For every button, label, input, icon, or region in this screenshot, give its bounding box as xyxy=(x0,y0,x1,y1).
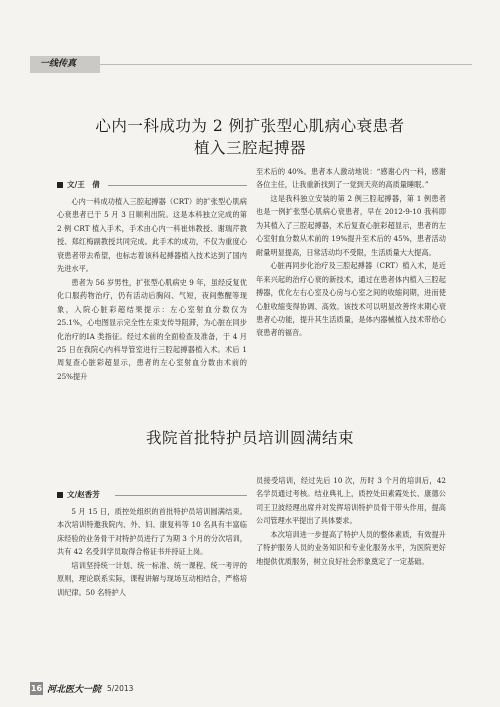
article1-paragraph: 心脏再同步化治疗及三腔起搏器（CRT）植入术，是近年来兴起的治疗心衰的新技术，通过在患者体内植入三腔起搏器，优化左右心室及心房与心室之间的收缩间期，进而使心脏收缩变得协调、高效。该技术可以明显改善终末期心衰患者心功能，提升其生活质量，是体内器械植入技术带给心衰患者的福音。 xyxy=(256,261,446,338)
article2-paragraph: 本次培训进一步提高了特护人员的整体素质，有效提升了特护服务人员的业务知识和专业化服务水平，为医院更好地提供优质服务，树立良好社会形象奠定了一定基础。 xyxy=(256,529,446,566)
byline-marker-icon xyxy=(57,492,63,498)
article1-paragraph: 至术后的 40%。患者本人激动地说：“感谢心内一科，感谢各位主任，让我重新找到了一觉到天亮的高质量睡眠。” xyxy=(256,167,446,190)
article2-paragraph: 员接受培训，经过先后 10 次，历时 3 个月的培训后，42 名学员通过考核。结业典礼上，质控处田素霞处长、康德公司王卫波经理出席并对发挥培训特护员骨干带头作用，提高公司管理水平提出了具体要求。 xyxy=(256,476,446,526)
article1-paragraph: 心内一科成功植入三腔起搏器（CRT）的扩张型心肌病心衰患者已于 5 月 3 日顺利出院。这是本科独立完成的第 2 例 CRT 植入手术，手术由心内一科崔炜教授、谢瑞芹教授、郑红梅副教授共同完成。此手术的成功，不仅为重度心衰患者带去希望，也标志着该科起搏器植入技术达到了国内先进水平。 xyxy=(57,197,247,274)
section-divider xyxy=(100,64,472,65)
section-tag: 一线传真 xyxy=(30,56,100,73)
article1-paragraph: 这是我科独立安装的第 2 例三腔起搏器，第 1 例患者也是一例扩张型心肌病心衰患者，早在 2012-9-10 我科即为其植入了三腔起搏器，术后复查心脏彩超显示，患者的左心室射血分数从术前的 19%提升至术后的 45%，患者活动耐量明显提高，日常活动均不受限，生活质量大大提高。 xyxy=(256,193,446,257)
article2-paragraph: 培训坚持统一计划、统一标准、统一课程、统一考评的原则，理论联系实际，课程讲解与现场互动相结合，严格培训纪律。50 名特护人 xyxy=(57,560,247,597)
article2-byline-rule xyxy=(115,495,247,496)
issue-number: 5/2013 xyxy=(107,683,134,693)
article1-left-column xyxy=(57,178,247,383)
article2-author: 文/赵香芳 xyxy=(67,489,100,499)
journal-name: 河北医大一院 xyxy=(47,684,102,695)
article2-left-column xyxy=(57,488,247,599)
article1-right-column xyxy=(256,165,446,340)
article2-paragraph: 5 月 15 日，质控处组织的首批特护员培训圆满结束。本次培训特邀我院内、外、妇、康复科等 10 名具有丰富临床经验的业务骨干对特护员进行了为期 3 个月的分次培训，共有 42 名受训学员取得合格证书并持证上岗。 xyxy=(57,507,247,557)
page-footer xyxy=(30,681,133,695)
article1-byline-rule xyxy=(108,185,247,186)
article1-title-line2: 植入三腔起搏器 xyxy=(193,139,306,157)
article1-title xyxy=(60,115,440,159)
article1-author: 文/王 倩 xyxy=(67,179,100,189)
article2-title: 我院首批特护员培训圆满结束 xyxy=(145,429,354,447)
page-number: 16 xyxy=(30,683,43,693)
article2-right-column xyxy=(256,474,446,568)
byline-marker-icon xyxy=(57,182,63,188)
article1-title-line1: 心内一科成功为 2 例扩张型心肌病心衰患者 xyxy=(95,117,405,135)
article1-paragraph: 患者为 56 岁男性，扩张型心肌病史 9 年，虽经反复优化口服药物治疗，仍有活动后胸闷、气短，夜间憋醒等现象，入院心脏彩超结果提示：左心室射血分数仅为 25.1%，心电图显示完全性左束支传导阻滞，为心脏在同步化治疗的ⅠA 类指征。经过术前的全面检查及准备，于 4 月 25 日在我院心内科导管室进行三腔起搏器植入术。术后 1 周复查心脏彩超显示，患者的左心室射血分数由术前的 25%提升 xyxy=(57,277,247,381)
